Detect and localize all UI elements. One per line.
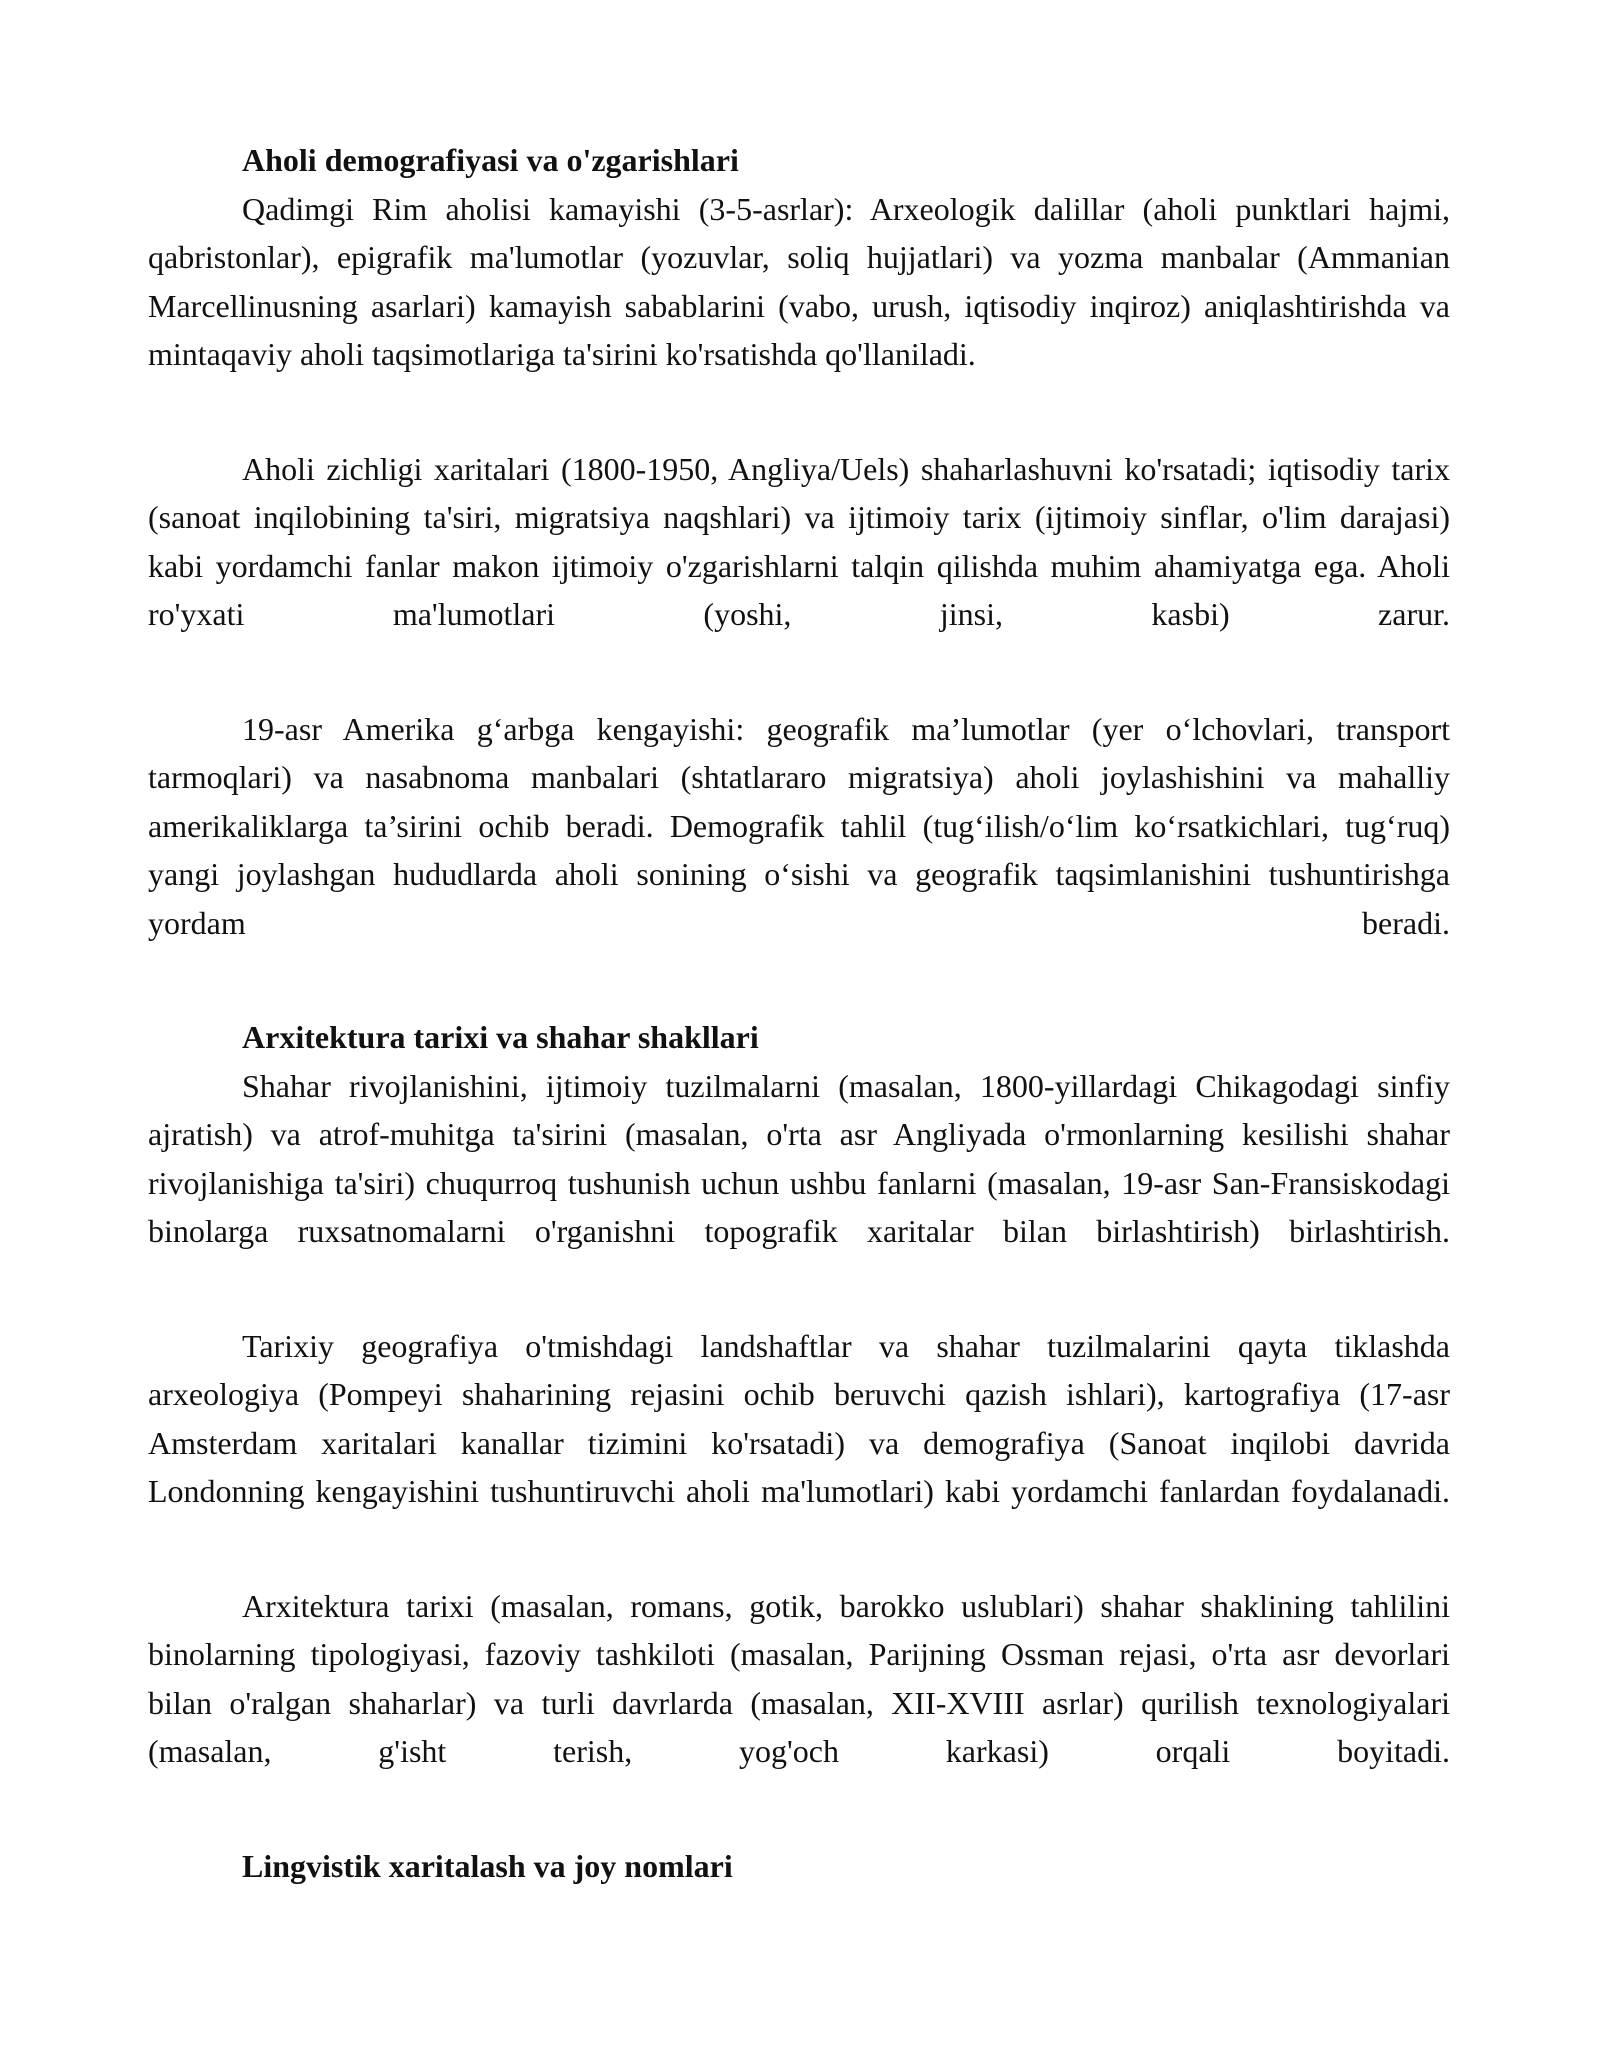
paragraph-historical-geography: Tarixiy geografiya o'tmishdagi landshaftlar va shahar tuzilmalarini qayta tiklashda arxeologiya (Pompeyi shaharining rejasini ochib beruvchi qazish ishlari), kartografiya (17-asr Amsterdam xaritalari kanallar tizimini ko'rsatadi) va demografiya (Sanoat inqilobi davrida Londonning kengayishini tushuntiruvchi aholi ma'lumotlari) kabi yordamchi fanlardan foydalanadi. (148, 1327, 1450, 1509)
paragraph-american-expansion: 19-asr Amerika g‘arbga kengayishi: geografik ma’lumotlar (yer o‘lchovlari, transport tarmoqlari) va nasabnoma manbalari (shtatlararo migratsiya) aholi joylashishini va mahalliy amerikaliklarga ta’sirini ochib beradi. Demografik tahlil (tug‘ilish/o‘lim ko‘rsatkichlari, tug‘ruq) yangi joylashgan hududlarda aholi sonining o‘sishi va geografik taqsimlanishini tushuntirishga yordam beradi. (148, 710, 1450, 941)
section-heading-architecture: Arxitektura tarixi va shahar shakllari (242, 1019, 759, 1055)
section-heading-demography: Aholi demografiyasi va o'zgarishlari (242, 142, 739, 178)
paragraph-density-maps: Aholi zichligi xaritalari (1800-1950, Angliya/Uels) shaharlashuvni ko'rsatadi; iqtisodiy tarix (sanoat inqilobining ta'siri, migratsiya naqshlari) va ijtimoiy tarix (ijtimoiy sinflar, o'lim darajasi) kabi yordamchi fanlar makon ijtimoiy o'zgarishlarni talqin qilishda muhim ahamiyatga ega. Aholi ro'yxati ma'lumotlari (yoshi, jinsi, kasbi) zarur. (148, 450, 1450, 632)
section-heading-linguistics: Lingvistik xaritalash va joy nomlari (242, 1847, 733, 1884)
document-page (148, 136, 1450, 1890)
paragraph-gap (148, 1516, 1450, 1582)
paragraph-gap (148, 639, 1450, 705)
paragraph-architecture-history: Arxitektura tarixi (masalan, romans, gotik, barokko uslublari) shahar shaklining tahlilini binolarning tipologiyasi, fazoviy tashkiloti (masalan, Parijning Ossman rejasi, o'rta asr devorlari bilan o'ralgan shaharlar) va turli davrlarda (masalan, XII-XVIII asrlar) qurilish texnologiyalari (masalan, g'isht terish, yog'och karkasi) orqali boyitadi. (148, 1587, 1450, 1769)
section-gap (148, 947, 1450, 1013)
paragraph-gap (148, 379, 1450, 445)
paragraph-gap (148, 1256, 1450, 1322)
section-gap (148, 1776, 1450, 1842)
paragraph-urban-development: Shahar rivojlanishini, ijtimoiy tuzilmalarni (masalan, 1800-yillardagi Chikagodagi sinfiy ajratish) va atrof-muhitga ta'sirini (masalan, o'rta asr Angliyada o'rmonlarning kesilishi shahar rivojlanishiga ta'siri) chuqurroq tushunish uchun ushbu fanlarni (masalan, 19-asr San-Fransiskodagi binolarga ruxsatnomalarni o'rganishni topografik xaritalar bilan birlashtirish) birlashtirish. (148, 1067, 1450, 1249)
paragraph-rome-population: Qadimgi Rim aholisi kamayishi (3-5-asrlar): Arxeologik dalillar (aholi punktlari hajmi, qabristonlar), epigrafik ma'lumotlar (yozuvlar, soliq hujjatlari) va yozma manbalar (Ammanian Marcellinusning asarlari) kamayish sabablarini (vabo, urush, iqtisodiy inqiroz) aniqlashtirishda va mintaqaviy aholi taqsimotlariga ta'sirini ko'rsatishda qo'llaniladi. (148, 190, 1450, 372)
